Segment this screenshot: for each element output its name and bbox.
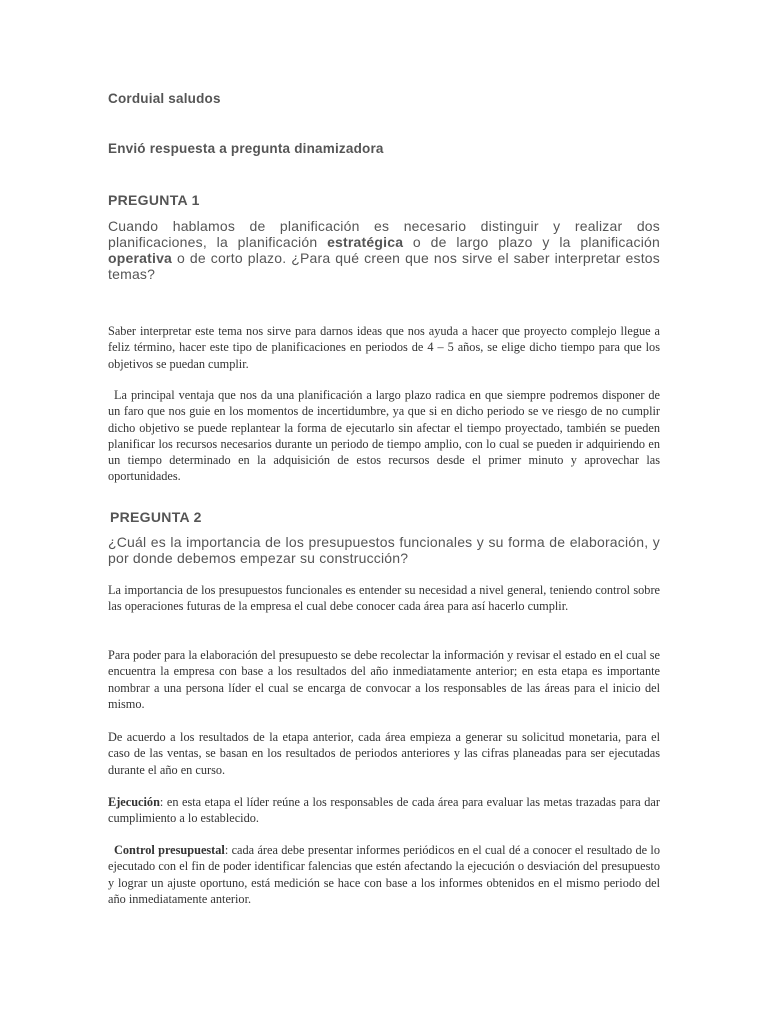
answer-2-paragraph-1: La importancia de los presupuestos funcionales es entender su necesidad a nivel general, teniendo control sobre las operaciones futuras de la empresa el cual debe conocer cada área para así hacerlo cumplir.	[108, 583, 660, 614]
question-1-text-part: o de corto plazo. ¿Para qué creen que nos sirve el saber interpretar estos temas?	[108, 250, 660, 282]
subtitle: Envió respuesta a pregunta dinamizadora	[108, 141, 384, 156]
control-text: : cada área debe presentar informes periódicos en el cual dé a conocer el resultado de lo ejecutado con el fin de poder identificar falencias que estén afectando la ejecución o desviación del presupuesto y lograr un ajuste oportuno, está medición se hace con base a los informes obtenidos en el mismo periodo del año inmediatamente anterior.	[108, 843, 660, 906]
question-2-text: ¿Cuál es la importancia de los presupuestos funcionales y su forma de elaboración, y por donde debemos empezar su construcción?	[108, 534, 660, 566]
question-1-bold-strategic: estratégica	[327, 234, 404, 250]
answer-2-paragraph-control	[108, 842, 660, 907]
execution-label: Ejecución	[108, 795, 160, 809]
answer-2-paragraph-3: De acuerdo a los resultados de la etapa anterior, cada área empieza a generar su solicitud monetaria, para el caso de las ventas, se basan en los resultados de periodos anteriores y las cifras planeadas para ser ejecutadas durante el año en curso.	[108, 730, 660, 777]
question-2-heading: PREGUNTA 2	[110, 509, 202, 525]
greeting: Corduial saludos	[108, 91, 221, 106]
question-1-text-part: o de largo plazo y la planificación	[403, 234, 660, 250]
answer-1-paragraph-1: Saber interpretar este tema nos sirve para darnos ideas que nos ayuda a hacer que proyecto complejo llegue a feliz término, hacer este tipo de planificaciones en periodos de 4 – 5 años, se elige dicho tiempo para que los objetivos se puedan cumplir.	[108, 324, 660, 371]
answer-2-paragraph-execution	[108, 794, 660, 827]
question-1-bold-operative: operativa	[108, 250, 173, 266]
answer-1-paragraph-2-text: La principal ventaja que nos da una planificación a largo plazo radica en que siempre podremos disponer de un faro que nos guie en los momentos de incertidumbre, ya que si en dicho periodo se ve riesgo de no cumplir dicho objetivo se puede replantear la forma de ejecutarlo sin afectar el tiempo proyectado, también se pueden planificar los recursos necesarios durante un periodo de tiempo amplio, con lo cual se pueden ir adquiriendo en un tiempo determinado en la adquisición de estos recursos desde el primer minuto y aprovechar las oportunidades.	[108, 388, 660, 484]
question-1-text	[108, 218, 660, 282]
answer-1-paragraph-2	[108, 387, 660, 485]
control-label: Control presupuestal	[114, 843, 225, 857]
execution-text: : en esta etapa el líder reúne a los responsables de cada área para evaluar las metas trazadas para dar cumplimiento a lo establecido.	[108, 795, 660, 826]
question-1-heading: PREGUNTA 1	[108, 192, 200, 208]
question-1-text-part: Cuando hablamos de planificación es necesario distinguir y realizar dos planificaciones, la planificación	[108, 218, 660, 250]
answer-2-paragraph-2: Para poder para la elaboración del presupuesto se debe recolectar la información y revisar el estado en el cual se encuentra la empresa con base a los resultados del año inmediatamente anterior; en esta etapa es importante nombrar a una persona líder el cual se encarga de convocar a los responsables de las áreas para el inicio del mismo.	[108, 648, 660, 711]
